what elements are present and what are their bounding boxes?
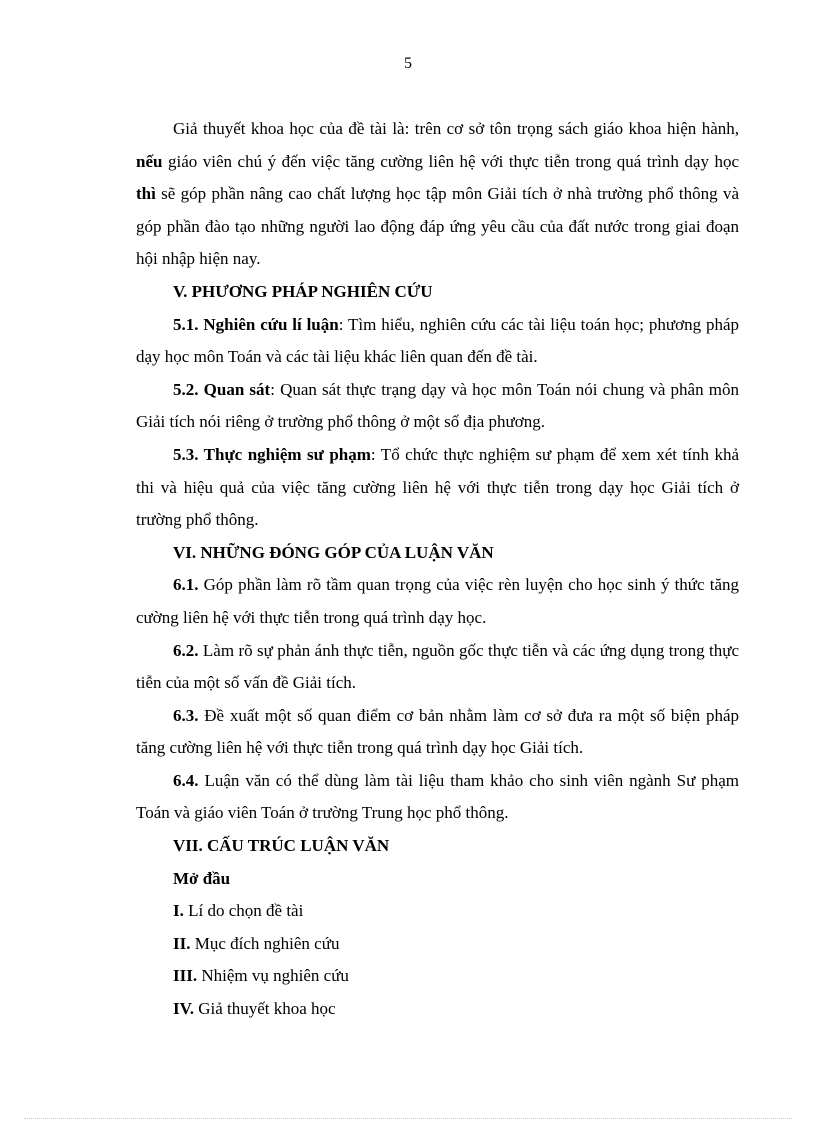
section-vi-item-2	[136, 635, 739, 700]
section-v-item-1	[136, 309, 739, 374]
page-bottom-divider	[24, 1118, 792, 1119]
page-number: 5	[404, 55, 412, 72]
item-label: 6.1.	[173, 575, 199, 595]
outline-item-2	[136, 928, 739, 961]
item-label: 5.3. Thực nghiệm sư phạm	[173, 444, 371, 464]
item-text: : Tổ chức thực nghiệm sư phạm để xem xét tính khả thi và hiệu quả của việc tăng cường liên hệ với thực tiễn trong dạy học Giải tích ở trường phổ thông.	[136, 444, 739, 530]
item-text: Nhiệm vụ nghiên cứu	[197, 966, 349, 986]
section-vii-heading: VII. CẤU TRÚC LUẬN VĂN	[173, 836, 390, 856]
item-text: : Tìm hiểu, nghiên cứu các tài liệu toán học; phương pháp dạy học môn Toán và các tài liệu khác liên quan đến đề tài.	[136, 314, 739, 367]
section-vi-item-3	[136, 700, 739, 765]
page-body	[136, 113, 739, 1026]
hypothesis-text-1: Giả thuyết khoa học của đề tài là: trên cơ sở tôn trọng sách giáo khoa hiện hành,	[173, 119, 739, 138]
item-label: 6.4.	[173, 770, 199, 790]
section-v-item-3	[136, 439, 739, 537]
item-label: I.	[173, 901, 184, 921]
outline-item-3	[136, 960, 739, 993]
item-text: Mục đích nghiên cứu	[190, 933, 340, 953]
item-text: Góp phần làm rõ tầm quan trọng của việc rèn luyện cho học sinh ý thức tăng cường liên hệ với thực tiễn trong quá trình dạy học.	[136, 575, 739, 627]
section-vi-item-1	[136, 569, 739, 634]
hypothesis-bold-if: nếu	[136, 151, 163, 171]
section-vii-subheading: Mở đầu	[173, 868, 231, 888]
item-label: 6.3.	[173, 705, 199, 725]
item-text: Lí do chọn đề tài	[183, 901, 304, 921]
item-text: Làm rõ sự phản ánh thực tiễn, nguồn gốc thực tiễn và các ứng dụng trong thực tiễn của một số vấn đề Giải tích.	[136, 640, 739, 693]
item-label: IV.	[173, 999, 194, 1019]
hypothesis-text-2: giáo viên chú ý đến việc tăng cường liên hệ với thực tiễn trong quá trình dạy học	[162, 151, 739, 171]
item-label: II.	[173, 933, 191, 953]
item-text: Đề xuất một số quan điểm cơ bản nhằm làm cơ sở đưa ra một số biện pháp tăng cường liên hệ với thực tiễn trong quá trình dạy học Giải tích.	[136, 705, 739, 758]
hypothesis-paragraph	[136, 113, 739, 276]
item-text: : Quan sát thực trạng dạy và học môn Toán nói chung và phân môn Giải tích nói riêng ở trường phổ thông ở một số địa phương.	[136, 379, 739, 432]
hypothesis-bold-then: thì	[136, 184, 156, 204]
section-v-heading: V. PHƯƠNG PHÁP NGHIÊN CỨU	[173, 281, 433, 301]
item-label: 5.1. Nghiên cứu lí luận	[173, 314, 339, 334]
section-vi-heading: VI. NHỮNG ĐÓNG GÓP CỦA LUẬN VĂN	[173, 542, 494, 562]
section-vi-item-4	[136, 765, 739, 830]
outline-item-4	[136, 993, 739, 1026]
hypothesis-text-3: sẽ góp phần nâng cao chất lượng học tập môn Giải tích ở nhà trường phổ thông và góp phần đào tạo những người lao động đáp ứng yêu cầu của đất nước trong giai đoạn hội nhập hiện nay.	[136, 184, 739, 269]
item-label: 5.2. Quan sát	[173, 379, 271, 399]
outline-item-1	[136, 895, 739, 928]
item-text: Giả thuyết khoa học	[193, 999, 336, 1019]
item-label: 6.2.	[173, 640, 199, 660]
item-label: III.	[173, 966, 198, 986]
item-text: Luận văn có thể dùng làm tài liệu tham khảo cho sinh viên ngành Sư phạm Toán và giáo viên Toán ở trường Trung học phổ thông.	[136, 770, 739, 823]
section-v-item-2	[136, 374, 739, 439]
